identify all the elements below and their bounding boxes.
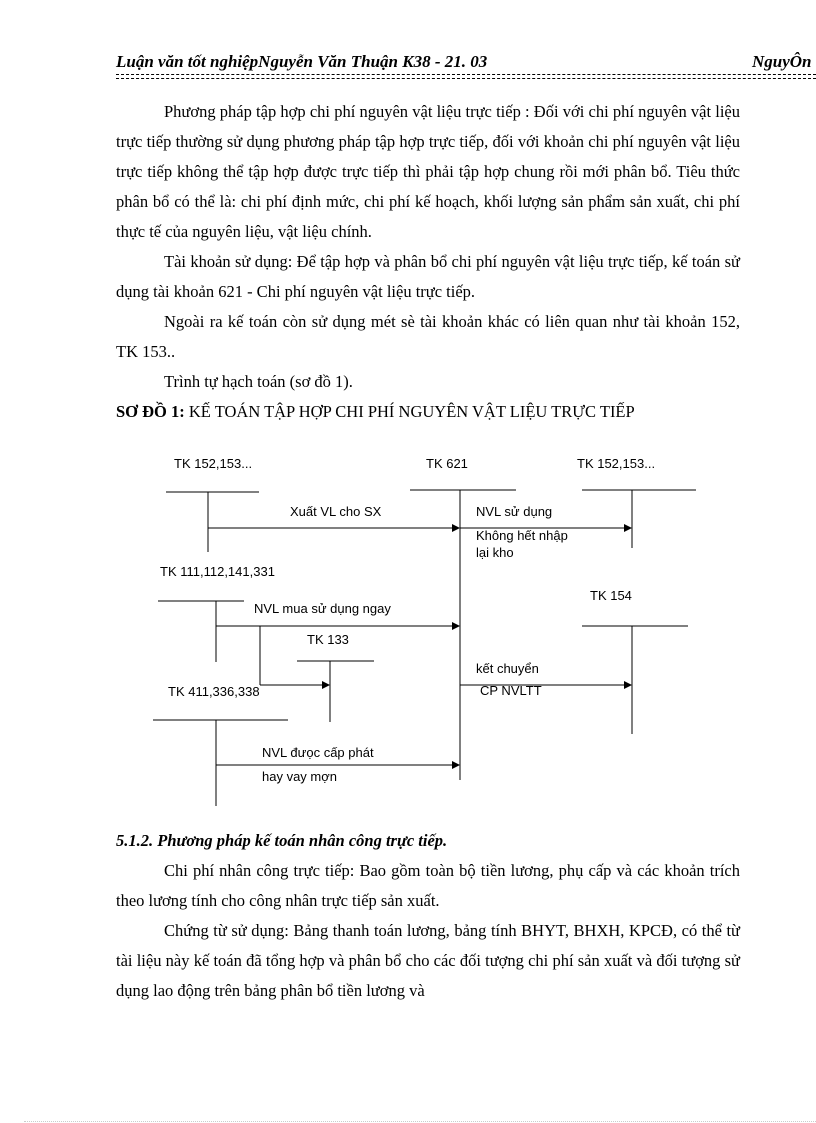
paragraph-account: Tài khoản sử dụng: Để tập hợp và phân bổ chi phí nguyên vật liệu trực tiếp, kế toán sử dụng tài khoản 621 - Chi phí nguyên vật liệu trực tiếp. (116, 252, 740, 301)
account-tk152-left: TK 152,153... (174, 456, 253, 471)
account-tk111: TK 111,112,141,331 (160, 564, 275, 579)
account-tk411: TK 411,336,338 (168, 684, 260, 699)
accounting-diagram (116, 450, 756, 815)
label-ket-chuyen-1: kết chuyển (476, 661, 539, 676)
section-labor (116, 826, 740, 1006)
label-nvl-duoc-2: hay vay mợn (262, 769, 337, 784)
body-text (116, 97, 740, 427)
account-tk621: TK 621 (426, 456, 468, 471)
page-header (116, 52, 816, 80)
account-tk154: TK 154 (590, 588, 632, 603)
header-title: Luận văn tốt nghiệpNguyễn Văn Thuận K38 - 21. 03 (116, 52, 488, 71)
paragraph-procedure: Trình tự hạch toán (sơ đồ 1). (164, 372, 353, 391)
section-heading: 5.1.2. Phương pháp kế toán nhân công trực tiếp. (116, 831, 448, 850)
footer-divider (24, 1121, 816, 1122)
account-tk152-right: TK 152,153... (577, 456, 656, 471)
paragraph-other-accounts: Ngoài ra kế toán còn sử dụng mét sè tài khoản khác có liên quan như tài khoản 152, TK 153.. (116, 312, 740, 361)
header-author: NguyÔn (752, 52, 812, 71)
label-khong-het-1: Không hết nhập (476, 528, 568, 543)
header-divider-secondary (116, 78, 816, 79)
label-nvl-su-dung: NVL sử dụng (476, 504, 553, 519)
label-nvl-duoc-1: NVL đưọc cấp phát (262, 745, 374, 760)
diagram-title (116, 397, 740, 427)
paragraph-documents: Chứng từ sử dụng: Bảng thanh toán lương, bảng tính BHYT, BHXH, KPCĐ, có thể từ tài liệu này kế toán đã tổng hợp và phân bổ cho các đối tượng chi phí sản xuất và đối tượng sử dụng lao động trên bảng phân bổ tiền lương và (116, 921, 740, 1000)
label-xuat-vl: Xuất VL cho SX (290, 504, 382, 519)
header-divider (116, 74, 816, 75)
diagram-title-text: KẾ TOÁN TẬP HỢP CHI PHÍ NGUYÊN VẬT LIỆU TRỰC TIẾP (184, 402, 635, 421)
label-nvl-mua: NVL mua sử dụng ngay (254, 601, 391, 616)
label-khong-het-2: lại kho (476, 545, 514, 560)
account-tk133: TK 133 (307, 632, 349, 647)
diagram-title-prefix: SƠ ĐỒ 1: (116, 402, 185, 421)
paragraph-method: Phương pháp tập hợp chi phí nguyên vật liệu trực tiếp : Đối với chi phí nguyên vật liệu trực tiếp thường sử dụng phương pháp tập hợp trực tiếp, đối với khoản chi phí nguyên vật liệu trực tiếp không thể tập hợp được trực tiếp thì phải tập hợp chung rồi mới phân bổ. Tiêu thức phân bổ có thể là: chi phí định mức, chi phí kế hoạch, khối lượng sản phẩm sản xuất, chi phí thực tế của nguyên liệu, vật liệu chính. (116, 102, 740, 241)
paragraph-labor-cost: Chi phí nhân công trực tiếp: Bao gồm toàn bộ tiền lương, phụ cấp và các khoản trích theo lương tính cho công nhân trực tiếp sản xuất. (116, 861, 740, 910)
label-ket-chuyen-2: CP NVLTT (480, 683, 542, 698)
